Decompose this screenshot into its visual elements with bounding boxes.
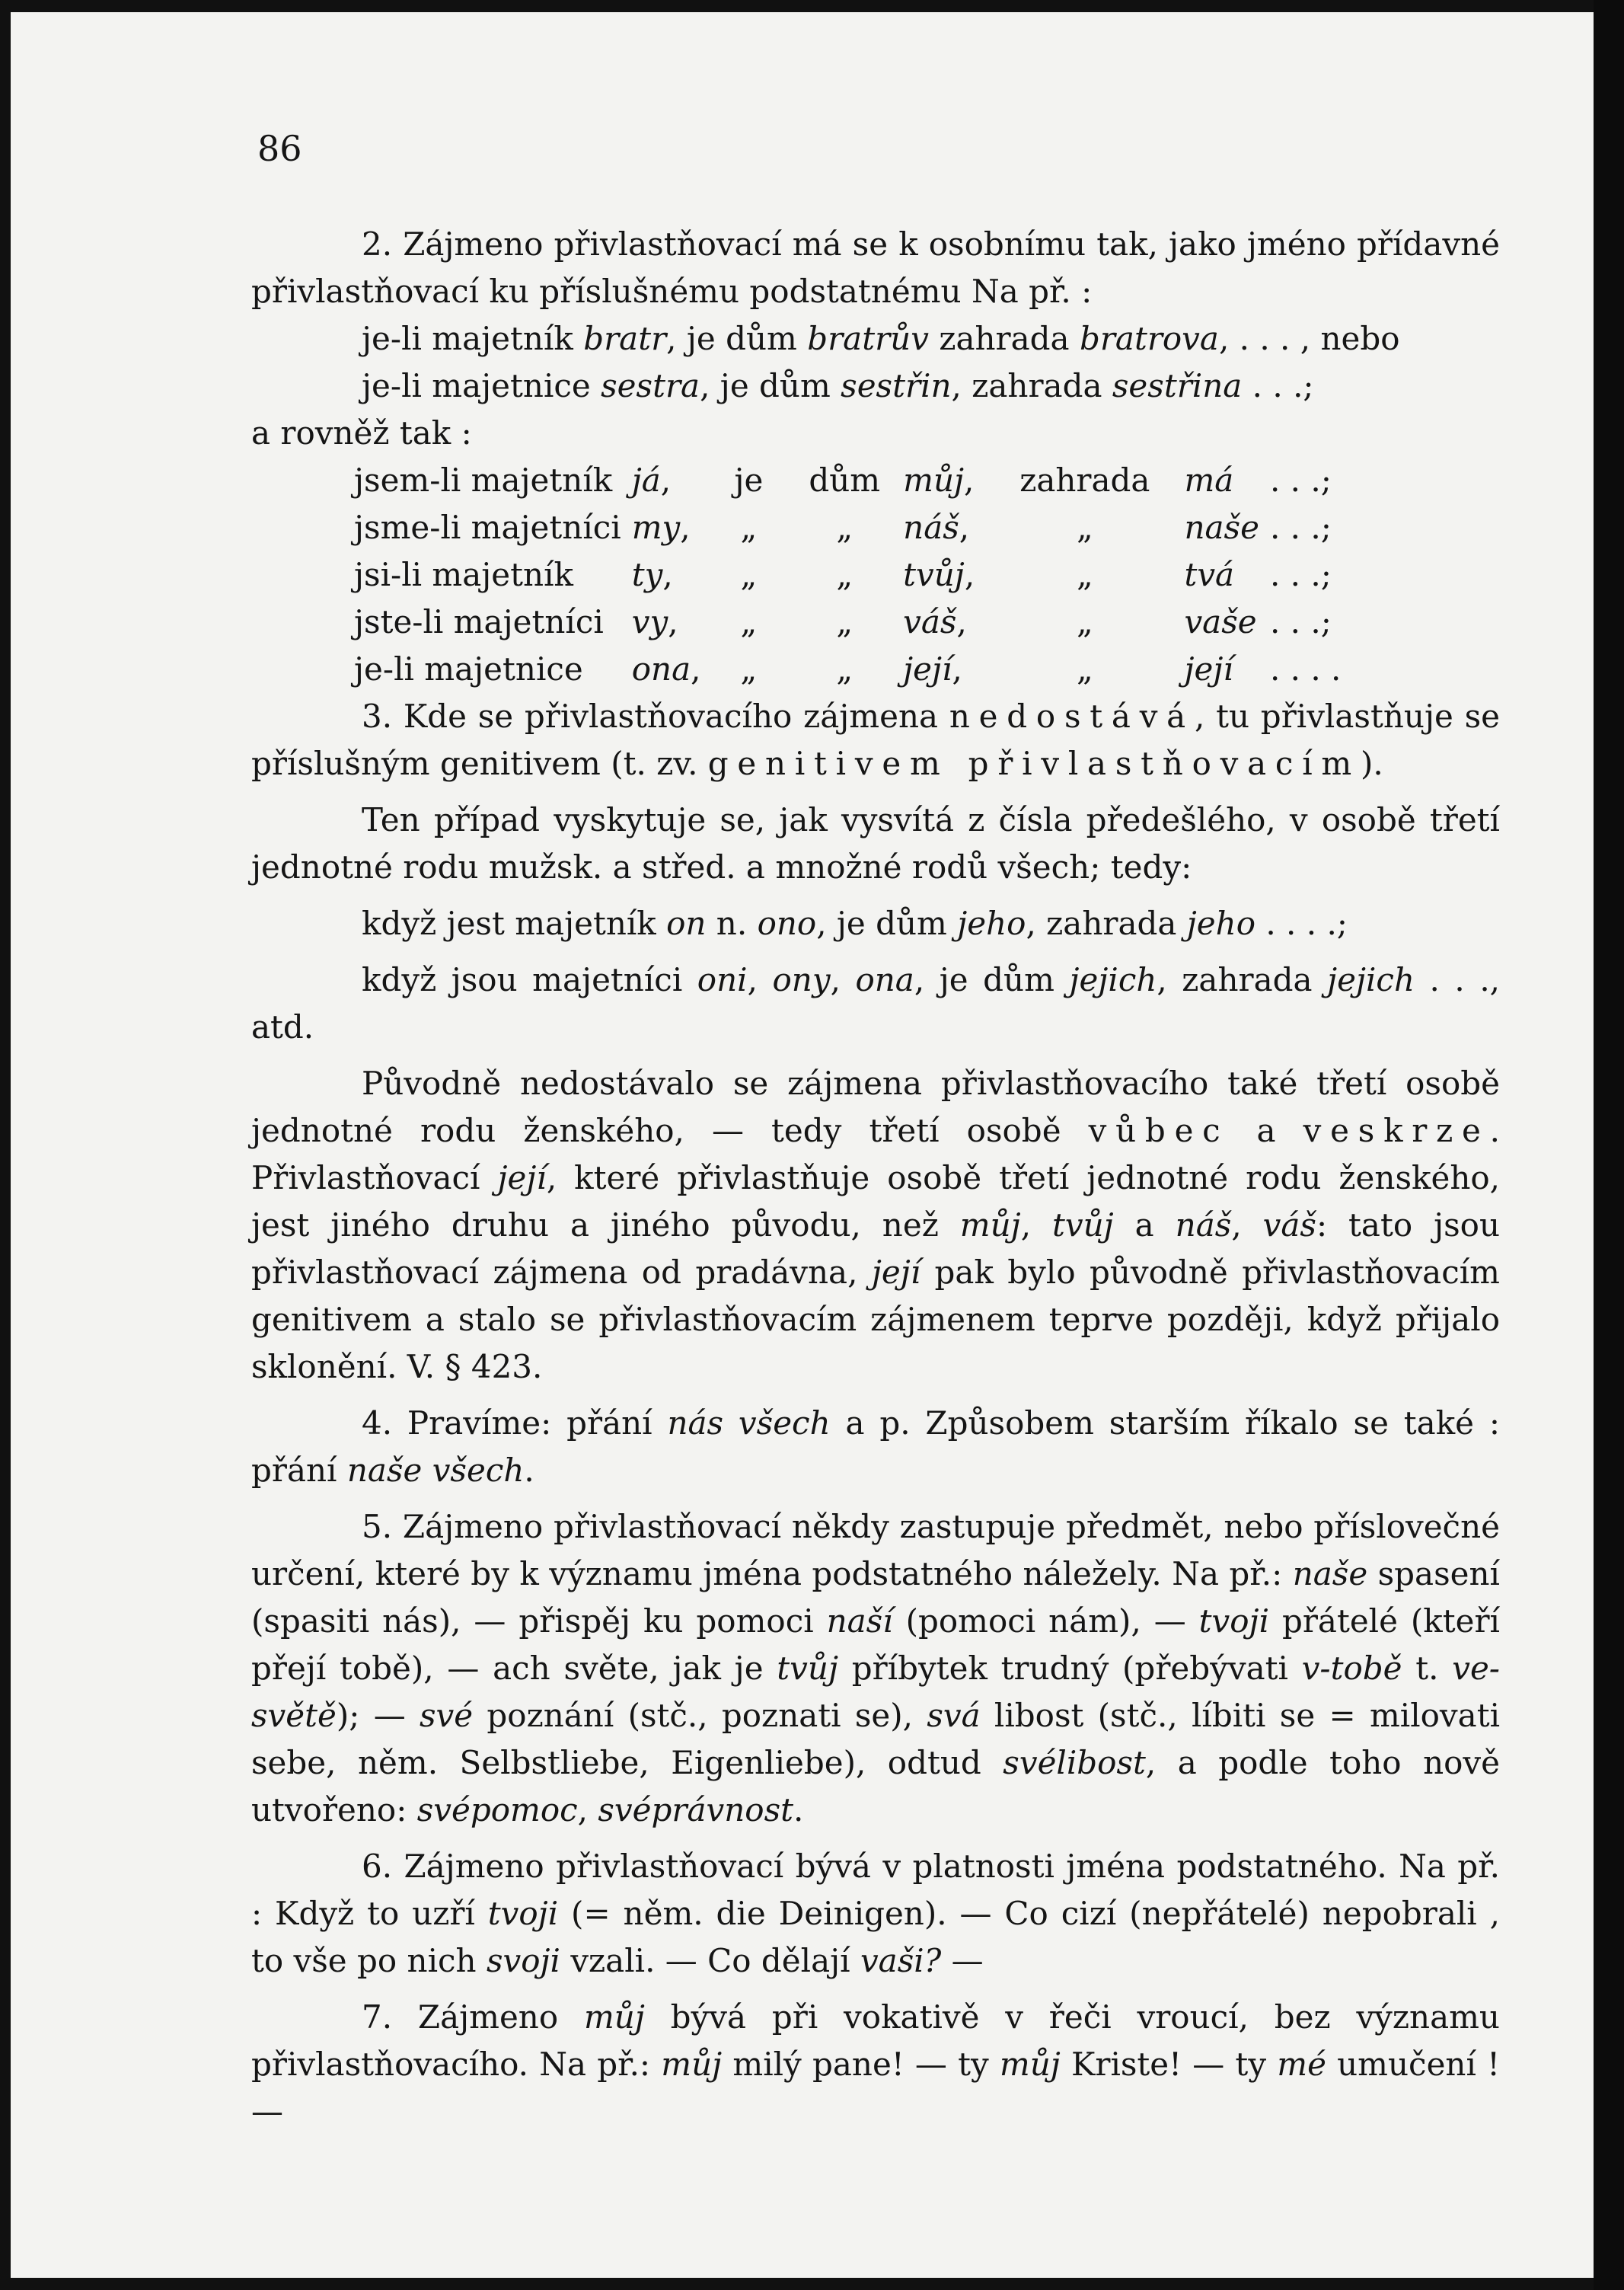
pronoun-table: [354, 457, 1351, 693]
pronoun-end: . . .;: [1269, 509, 1332, 546]
pronoun-end: . . .;: [1269, 603, 1332, 640]
pronoun-f: vaše: [1184, 603, 1257, 640]
paragraph-4: 4. Pravíme: přání nás všech a p. Způsobem starším říkalo se také : přání naše všech.: [251, 1404, 1500, 1489]
paragraph-6: 6. Zájmeno přivlastňovací bývá v platnosti jména podstatného. Na př. : Když to uzří tvoji (= něm. die Deinigen). — Co cizí (nepřátelé) nepobrali , to vše po nich svoji vzali. — Co dělají vaši? —: [251, 1848, 1500, 1979]
pronoun-lead: jsem-li majetník: [354, 462, 613, 499]
paragraph-7: 7. Zájmeno můj bývá při vokativě v řeči vroucí, bez významu přivlastňovacího. Na př.: můj milý pane! — ty můj Kriste! — ty mé umučení ! —: [251, 1998, 1500, 2130]
pronoun-f: její: [1184, 650, 1233, 688]
page-number: 86: [257, 128, 302, 169]
pronoun-q1: je: [734, 462, 764, 499]
scan-edge: [1594, 0, 1624, 2290]
pronoun-q2: dům: [809, 462, 881, 499]
pronoun-row: jste-li majetníci vy, „ „ váš, „ vaše . . .;: [354, 603, 1332, 640]
pronoun-row: jsi-li majetník ty, „ „ tvůj, „ tvá . . .;: [354, 556, 1332, 593]
pronoun-q3: „: [1076, 603, 1093, 640]
example-line: když jsou majetníci oni, ony, ona, je dům jejich, zahrada jejich . . ., atd.: [251, 961, 1501, 1046]
pronoun-q1: „: [740, 603, 758, 640]
paragraph-3b: Ten případ vyskytuje se, jak vysvítá z čísla předešlého, v osobě třetí jednotné rodu mužsk. a střed. a množné rodů všech; tedy:: [251, 801, 1500, 886]
pronoun-q2: „: [836, 650, 853, 688]
pronoun-m: můj: [903, 462, 965, 499]
pronoun-q3: „: [1076, 650, 1093, 688]
pronoun-lead: jsi-li majetník: [354, 556, 573, 593]
also-line: a rovněž tak :: [251, 414, 472, 452]
pronoun-lead: jste-li majetníci: [354, 603, 604, 640]
paragraph-2: 2. Zájmeno přivlastňovací má se k osobnímu tak, jako jméno přídavné přivlastňovací ku příslušnému podstatnému Na př. :: [251, 225, 1500, 310]
pronoun-q2: „: [836, 603, 853, 640]
pronoun-q3: „: [1076, 509, 1093, 546]
pronoun-q3: „: [1076, 556, 1093, 593]
pronoun-q2: „: [836, 556, 853, 593]
pronoun-q2: „: [836, 509, 853, 546]
pronoun-lead: jsme-li majetníci: [354, 509, 621, 546]
pronoun-m: náš: [903, 509, 959, 546]
pronoun-row: jsme-li majetníci my, „ „ náš, „ naše . . .;: [354, 509, 1332, 546]
example-line: když jest majetník on n. ono, je dům jeho, zahrada jeho . . . .;: [362, 905, 1348, 942]
pronoun-f: má: [1184, 462, 1234, 499]
pronoun-subj: já: [631, 462, 661, 499]
paragraph-original: Původně nedostávalo se zájmena přivlastňovacího také třetí osobě jednotné rodu ženského, — tedy třetí osobě vůbec a veskrze. Přivlastňovací její, které přivlastňuje osobě třetí jednotné rodu ženského, jest jiného druhu a jiného původu, než můj, tvůj a náš, váš: tato jsou přivlastňovací zájmena od pradávna, její pak bylo původně přivlastňovacím genitivem a stalo se přivlastňovacím zájmenem teprve později, když přijalo sklonění. V. § 423.: [251, 1065, 1501, 1385]
pronoun-q1: „: [740, 509, 758, 546]
pronoun-q3: zahrada: [1019, 462, 1150, 499]
pronoun-subj: ona: [631, 650, 691, 688]
pronoun-f: tvá: [1184, 556, 1235, 593]
pronoun-f: naše: [1184, 509, 1259, 546]
pronoun-m: její: [903, 650, 952, 688]
pronoun-m: váš: [903, 603, 957, 640]
example-line: je-li majetník bratr, je dům bratrův zahrada bratrova, . . . , nebo: [362, 320, 1400, 357]
pronoun-q1: „: [740, 556, 758, 593]
pronoun-q1: „: [740, 650, 758, 688]
pronoun-end: . . . .: [1269, 650, 1342, 688]
pronoun-lead: je-li majetnice: [354, 650, 583, 688]
pronoun-end: . . .;: [1269, 556, 1332, 593]
pronoun-subj: ty: [631, 556, 663, 593]
pronoun-end: . . .;: [1269, 462, 1332, 499]
page-text: [251, 221, 1500, 2135]
paragraph-3: 3. Kde se přivlastňovacího zájmena nedostává, tu přivlastňuje se příslušným genitivem (t. zv. genitivem přivlastňovacím).: [251, 698, 1500, 782]
paragraph-5: 5. Zájmeno přivlastňovací někdy zastupuje předmět, nebo příslovečné určení, které by k významu jména podstatného náležely. Na př.: naše spasení (spasiti nás), — přispěj ku pomoci naší (pomoci nám), — tvoji přátelé (kteří přejí tobě), — ach světe, jak je tvůj příbytek trudný (přebývati v-tobě t. ve-světě); — své poznání (stč., poznati se), svá libost (stč., líbiti se = milovati sebe, něm. Selbstliebe, Eigenliebe), odtud svélibost, a podle toho nově utvořeno: svépomoc, svéprávnost.: [251, 1508, 1501, 1828]
pronoun-row: jsem-li majetník já, je dům můj, zahrada má . . .;: [354, 462, 1332, 499]
pronoun-m: tvůj: [903, 556, 965, 593]
pronoun-row: je-li majetnice ona, „ „ její, „ její . . . .: [354, 650, 1342, 688]
example-line: je-li majetnice sestra, je dům sestřin, zahrada sestřina . . .;: [362, 367, 1314, 404]
paragraph-number: 2.: [362, 225, 393, 263]
pronoun-subj: my: [631, 509, 681, 546]
pronoun-subj: vy: [631, 603, 668, 640]
